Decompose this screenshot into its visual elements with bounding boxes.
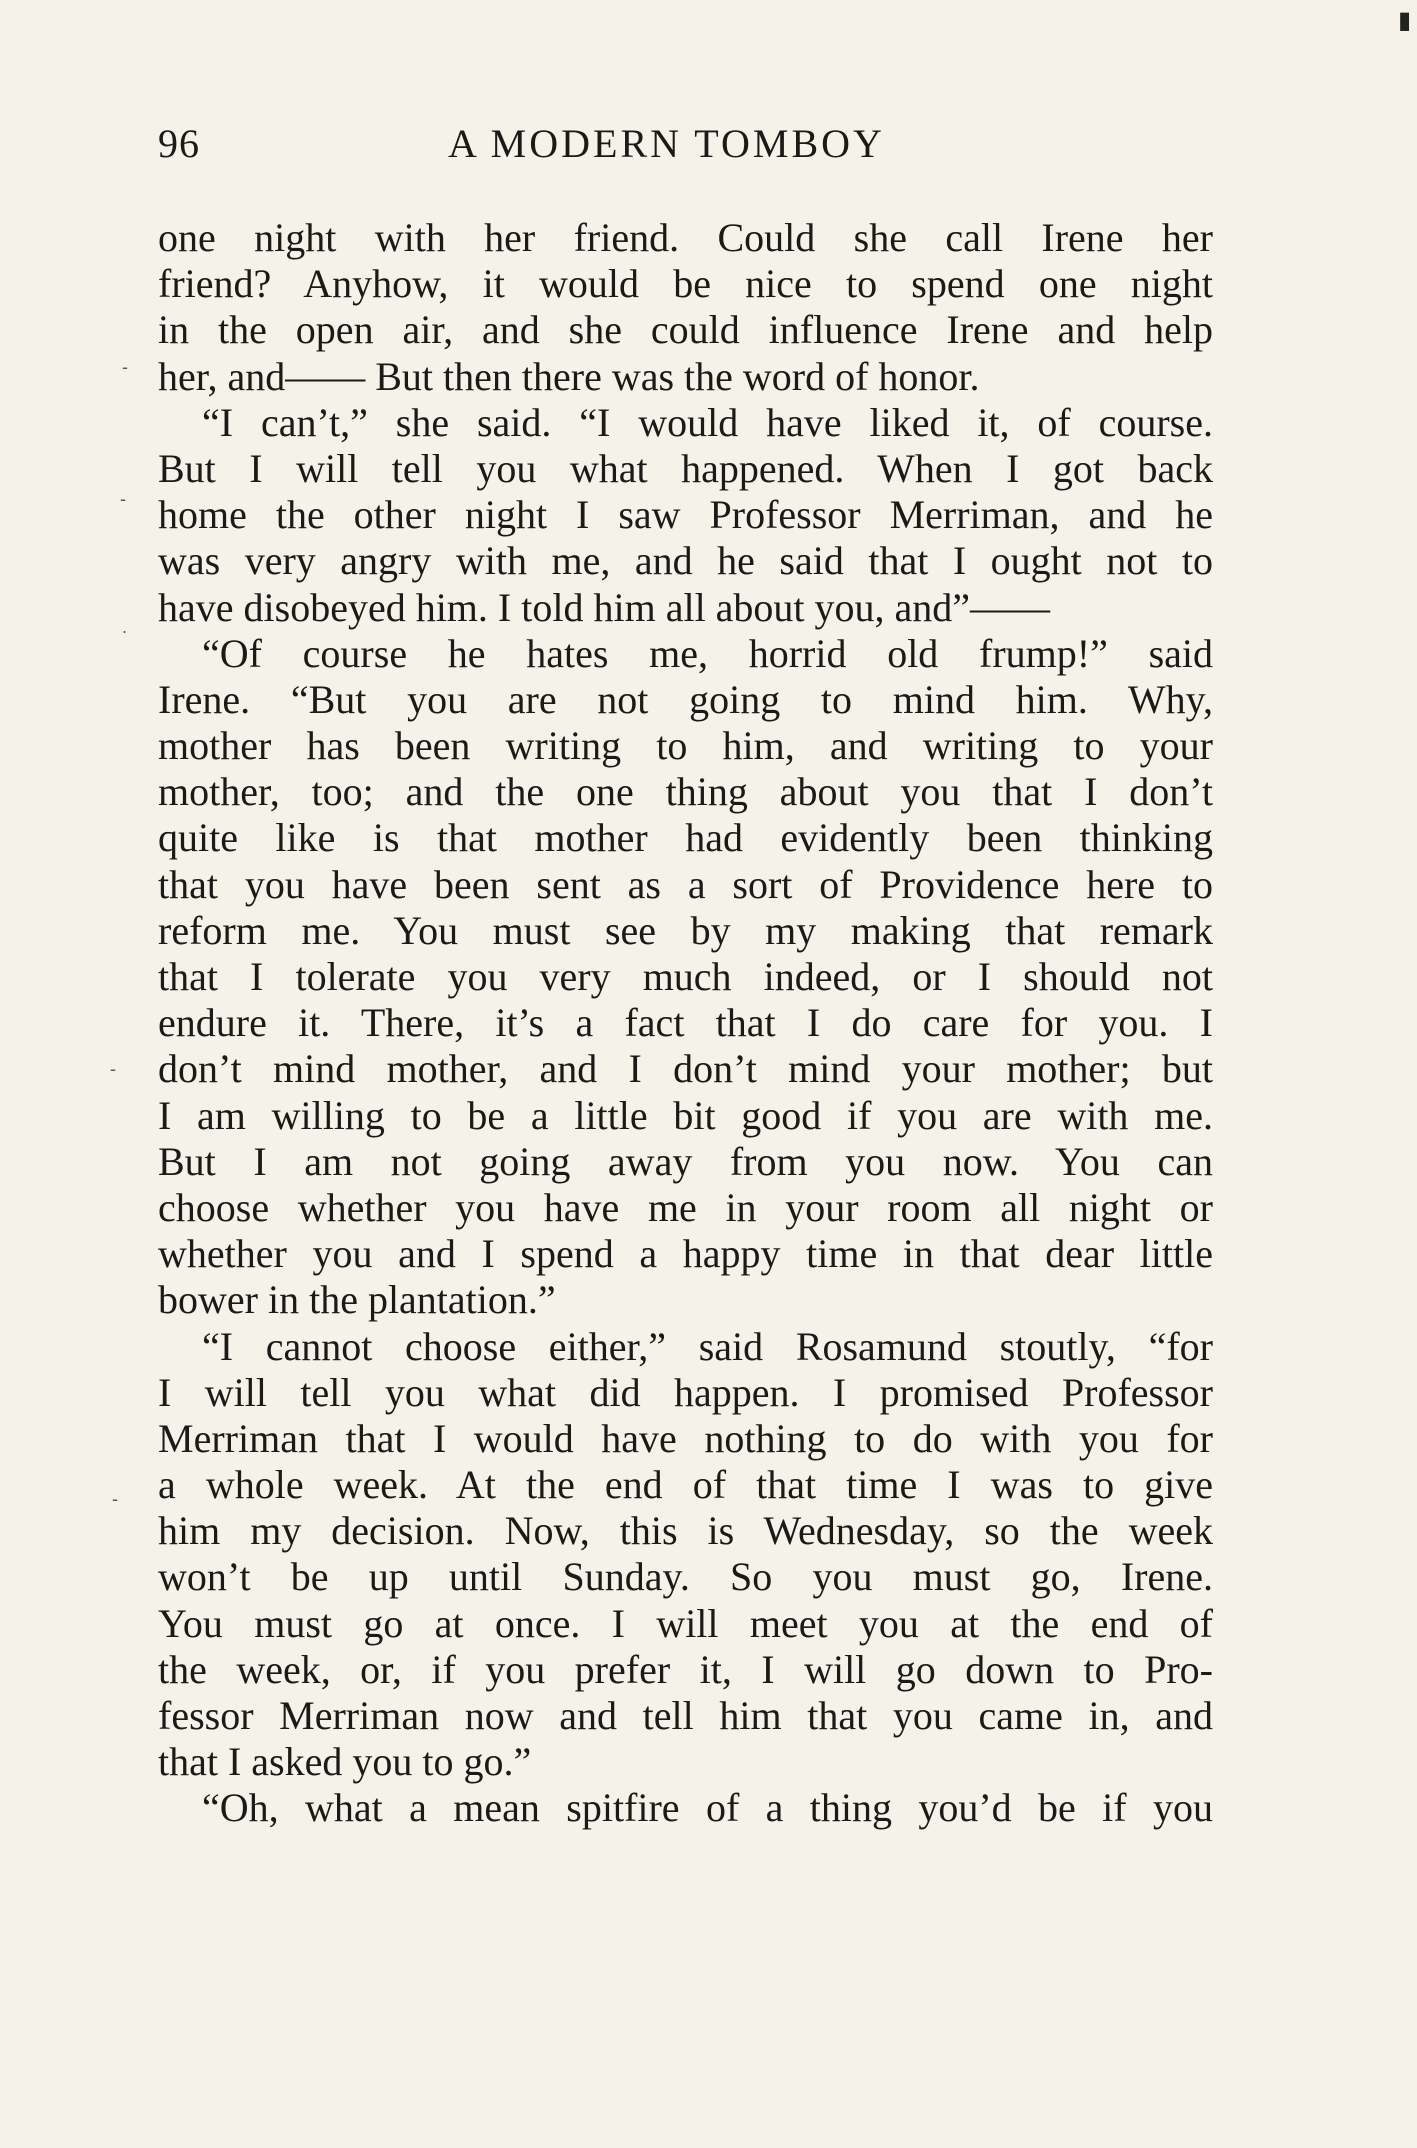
text-line: won’t be up until Sunday. So you must go, Irene. bbox=[158, 1554, 1213, 1600]
text-line: was very angry with me, and he said that I ought not to bbox=[158, 538, 1213, 584]
text-line: “I can’t,” she said. “I would have liked it, of course. bbox=[202, 399, 1213, 445]
text-line: whether you and I spend a happy time in that dear little bbox=[158, 1231, 1213, 1277]
margin-mark: - bbox=[112, 1489, 118, 1509]
text-line: choose whether you have me in your room all night or bbox=[158, 1184, 1213, 1230]
margin-mark: . bbox=[122, 617, 128, 637]
text-line: him my decision. Now, this is Wednesday, so the week bbox=[158, 1508, 1213, 1554]
text-line: have disobeyed him. I told him all about you, and”—— bbox=[158, 584, 1051, 630]
text-line: I am willing to be a little bit good if you are with me. bbox=[158, 1092, 1213, 1138]
margin-mark: - bbox=[110, 1059, 116, 1079]
text-line: You must go at once. I will meet you at the end of bbox=[158, 1600, 1213, 1646]
text-line: reform me. You must see by my making that remark bbox=[158, 907, 1213, 953]
text-line: “Oh, what a mean spitfire of a thing you’d be if you bbox=[202, 1785, 1213, 1831]
text-line: don’t mind mother, and I don’t mind your mother; but bbox=[158, 1046, 1213, 1092]
text-line: in the open air, and she could influence Irene and help bbox=[158, 307, 1213, 353]
corner-mark: ▮ bbox=[1398, 7, 1412, 34]
page-number: 96 bbox=[158, 121, 200, 166]
running-title: A MODERN TOMBOY bbox=[448, 121, 885, 166]
margin-mark: - bbox=[122, 357, 128, 377]
text-line: endure it. There, it’s a fact that I do care for you. I bbox=[158, 1000, 1213, 1046]
text-line: I will tell you what did happen. I promised Professor bbox=[158, 1369, 1213, 1415]
text-line: But I will tell you what happened. When I got back bbox=[158, 445, 1213, 491]
margin-mark: - bbox=[120, 489, 126, 509]
text-line: one night with her friend. Could she call Irene her bbox=[158, 215, 1213, 260]
text-line: that you have been sent as a sort of Providence here to bbox=[158, 861, 1213, 907]
text-line: her, and—— But then there was the word of honor. bbox=[158, 353, 980, 399]
text-line: friend? Anyhow, it would be nice to spend one night bbox=[158, 261, 1213, 307]
text-line: bower in the plantation.” bbox=[158, 1277, 556, 1323]
text-line: that I asked you to go.” bbox=[158, 1739, 532, 1785]
text-line: that I tolerate you very much indeed, or I should not bbox=[158, 954, 1213, 999]
body-text bbox=[158, 215, 1213, 1832]
text-line: fessor Merriman now and tell him that you came in, and bbox=[158, 1693, 1213, 1738]
text-line: a whole week. At the end of that time I was to give bbox=[158, 1462, 1213, 1508]
text-line: “Of course he hates me, horrid old frump!” said bbox=[202, 630, 1213, 676]
text-line: Irene. “But you are not going to mind him. Why, bbox=[158, 676, 1213, 722]
text-line: mother has been writing to him, and writing to your bbox=[158, 723, 1213, 769]
text-line: Merriman that I would have nothing to do with you for bbox=[158, 1415, 1213, 1461]
text-line: the week, or, if you prefer it, I will go down to Pro- bbox=[158, 1646, 1213, 1692]
text-line: home the other night I saw Professor Merriman, and he bbox=[158, 492, 1213, 538]
text-line: mother, too; and the one thing about you that I don’t bbox=[158, 769, 1213, 815]
text-line: But I am not going away from you now. You can bbox=[158, 1138, 1213, 1184]
text-line: quite like is that mother had evidently been thinking bbox=[158, 815, 1213, 861]
page-header bbox=[158, 120, 1213, 180]
text-line: “I cannot choose either,” said Rosamund stoutly, “for bbox=[202, 1323, 1213, 1369]
